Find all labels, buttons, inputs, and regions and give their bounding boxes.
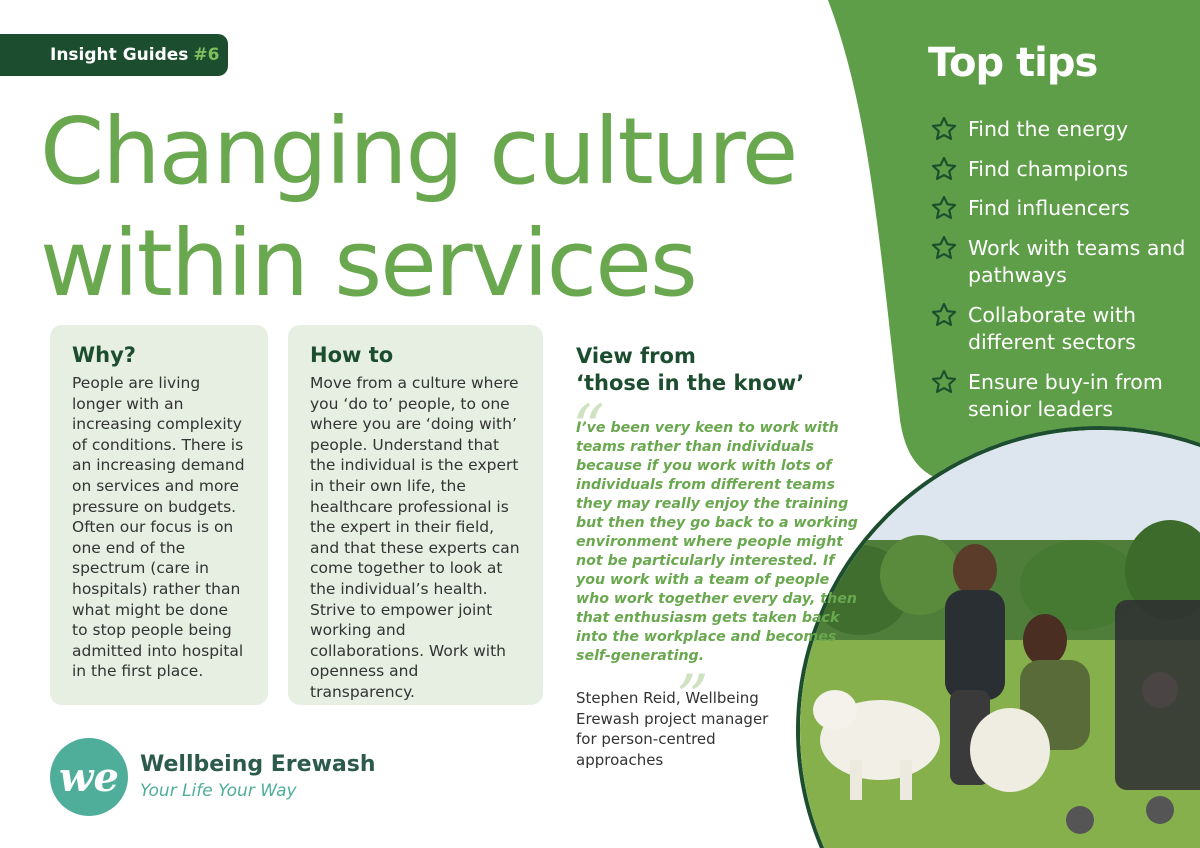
view-heading-line-2: ‘those in the know’ (576, 371, 805, 395)
star-outline-icon (930, 115, 958, 143)
title-line-2: within services (40, 210, 696, 317)
quote-attribution: Stephen Reid, Wellbeing Erewash project manager for person-centred approaches (576, 689, 769, 769)
star-outline-icon (930, 368, 958, 396)
quote-text: I’ve been very keen to work with teams rather than individuals because if you work with lots of individuals from different teams they may really enjoy the training but then they go back to a working environment where people might not be particularly interested. If you work with a team of people who work together every day, then that enthusiasm gets taken back into the workplace and becomes self-generating. (576, 420, 858, 664)
insight-guides-tag (0, 34, 228, 76)
tip-label: Find influencers (968, 196, 1130, 220)
close-quote-mark-icon: ” (676, 662, 709, 736)
tip-item (930, 156, 1190, 184)
how-to-body: Move from a culture where you ‘do to’ people, to one where you are ‘doing with’ people. Understand that the individual is the expert in their own life, the healthcare professional is the expert in their field, and that these experts can come together to look at the individual’s health. Strive to empower joint working and collaborations. Work with openness and transparency. (310, 374, 520, 701)
star-outline-icon (930, 194, 958, 222)
view-section (572, 343, 866, 770)
tip-item (930, 302, 1190, 357)
tip-item (930, 116, 1190, 144)
top-tips-list (930, 116, 1190, 436)
tip-label: Find the energy (968, 117, 1129, 141)
tip-item (930, 369, 1190, 424)
page-title (40, 96, 796, 320)
why-box (50, 325, 268, 705)
how-to-box (288, 325, 543, 705)
why-body: People are living longer with an increasing complexity of conditions. There is an increasing demand on services and more pressure on budgets. Often our focus is on one end of the spectrum (care in hospitals) rather than what might be done to stop people being admitted into hospital in the first place. (72, 374, 245, 681)
view-heading (576, 343, 866, 397)
star-outline-icon (930, 155, 958, 183)
tip-label: Ensure buy-in from senior leaders (968, 369, 1163, 421)
tag-number: #6 (193, 45, 220, 65)
tip-item (930, 235, 1190, 290)
tip-label: Collaborate with different sectors (968, 302, 1137, 354)
wellbeing-erewash-logo (50, 738, 376, 816)
why-heading: Why? (72, 343, 136, 367)
how-to-heading: How to (310, 343, 394, 367)
view-heading-line-1: View from (576, 344, 696, 368)
logo-text (140, 751, 376, 803)
tag-label: Insight Guides (50, 45, 189, 65)
top-tips-title: Top tips (928, 40, 1098, 86)
tip-item (930, 195, 1190, 223)
logo-name: Wellbeing Erewash (140, 752, 376, 777)
logo-mark: we (50, 738, 128, 816)
open-quote-mark-icon: “ (572, 392, 605, 466)
tip-label: Find champions (968, 156, 1129, 181)
title-line-1: Changing culture (40, 98, 797, 205)
star-outline-icon (930, 234, 958, 262)
logo-tagline: Your Life Your Way (140, 781, 297, 801)
tip-label: Work with teams and pathways (968, 235, 1186, 287)
star-outline-icon (930, 301, 958, 329)
